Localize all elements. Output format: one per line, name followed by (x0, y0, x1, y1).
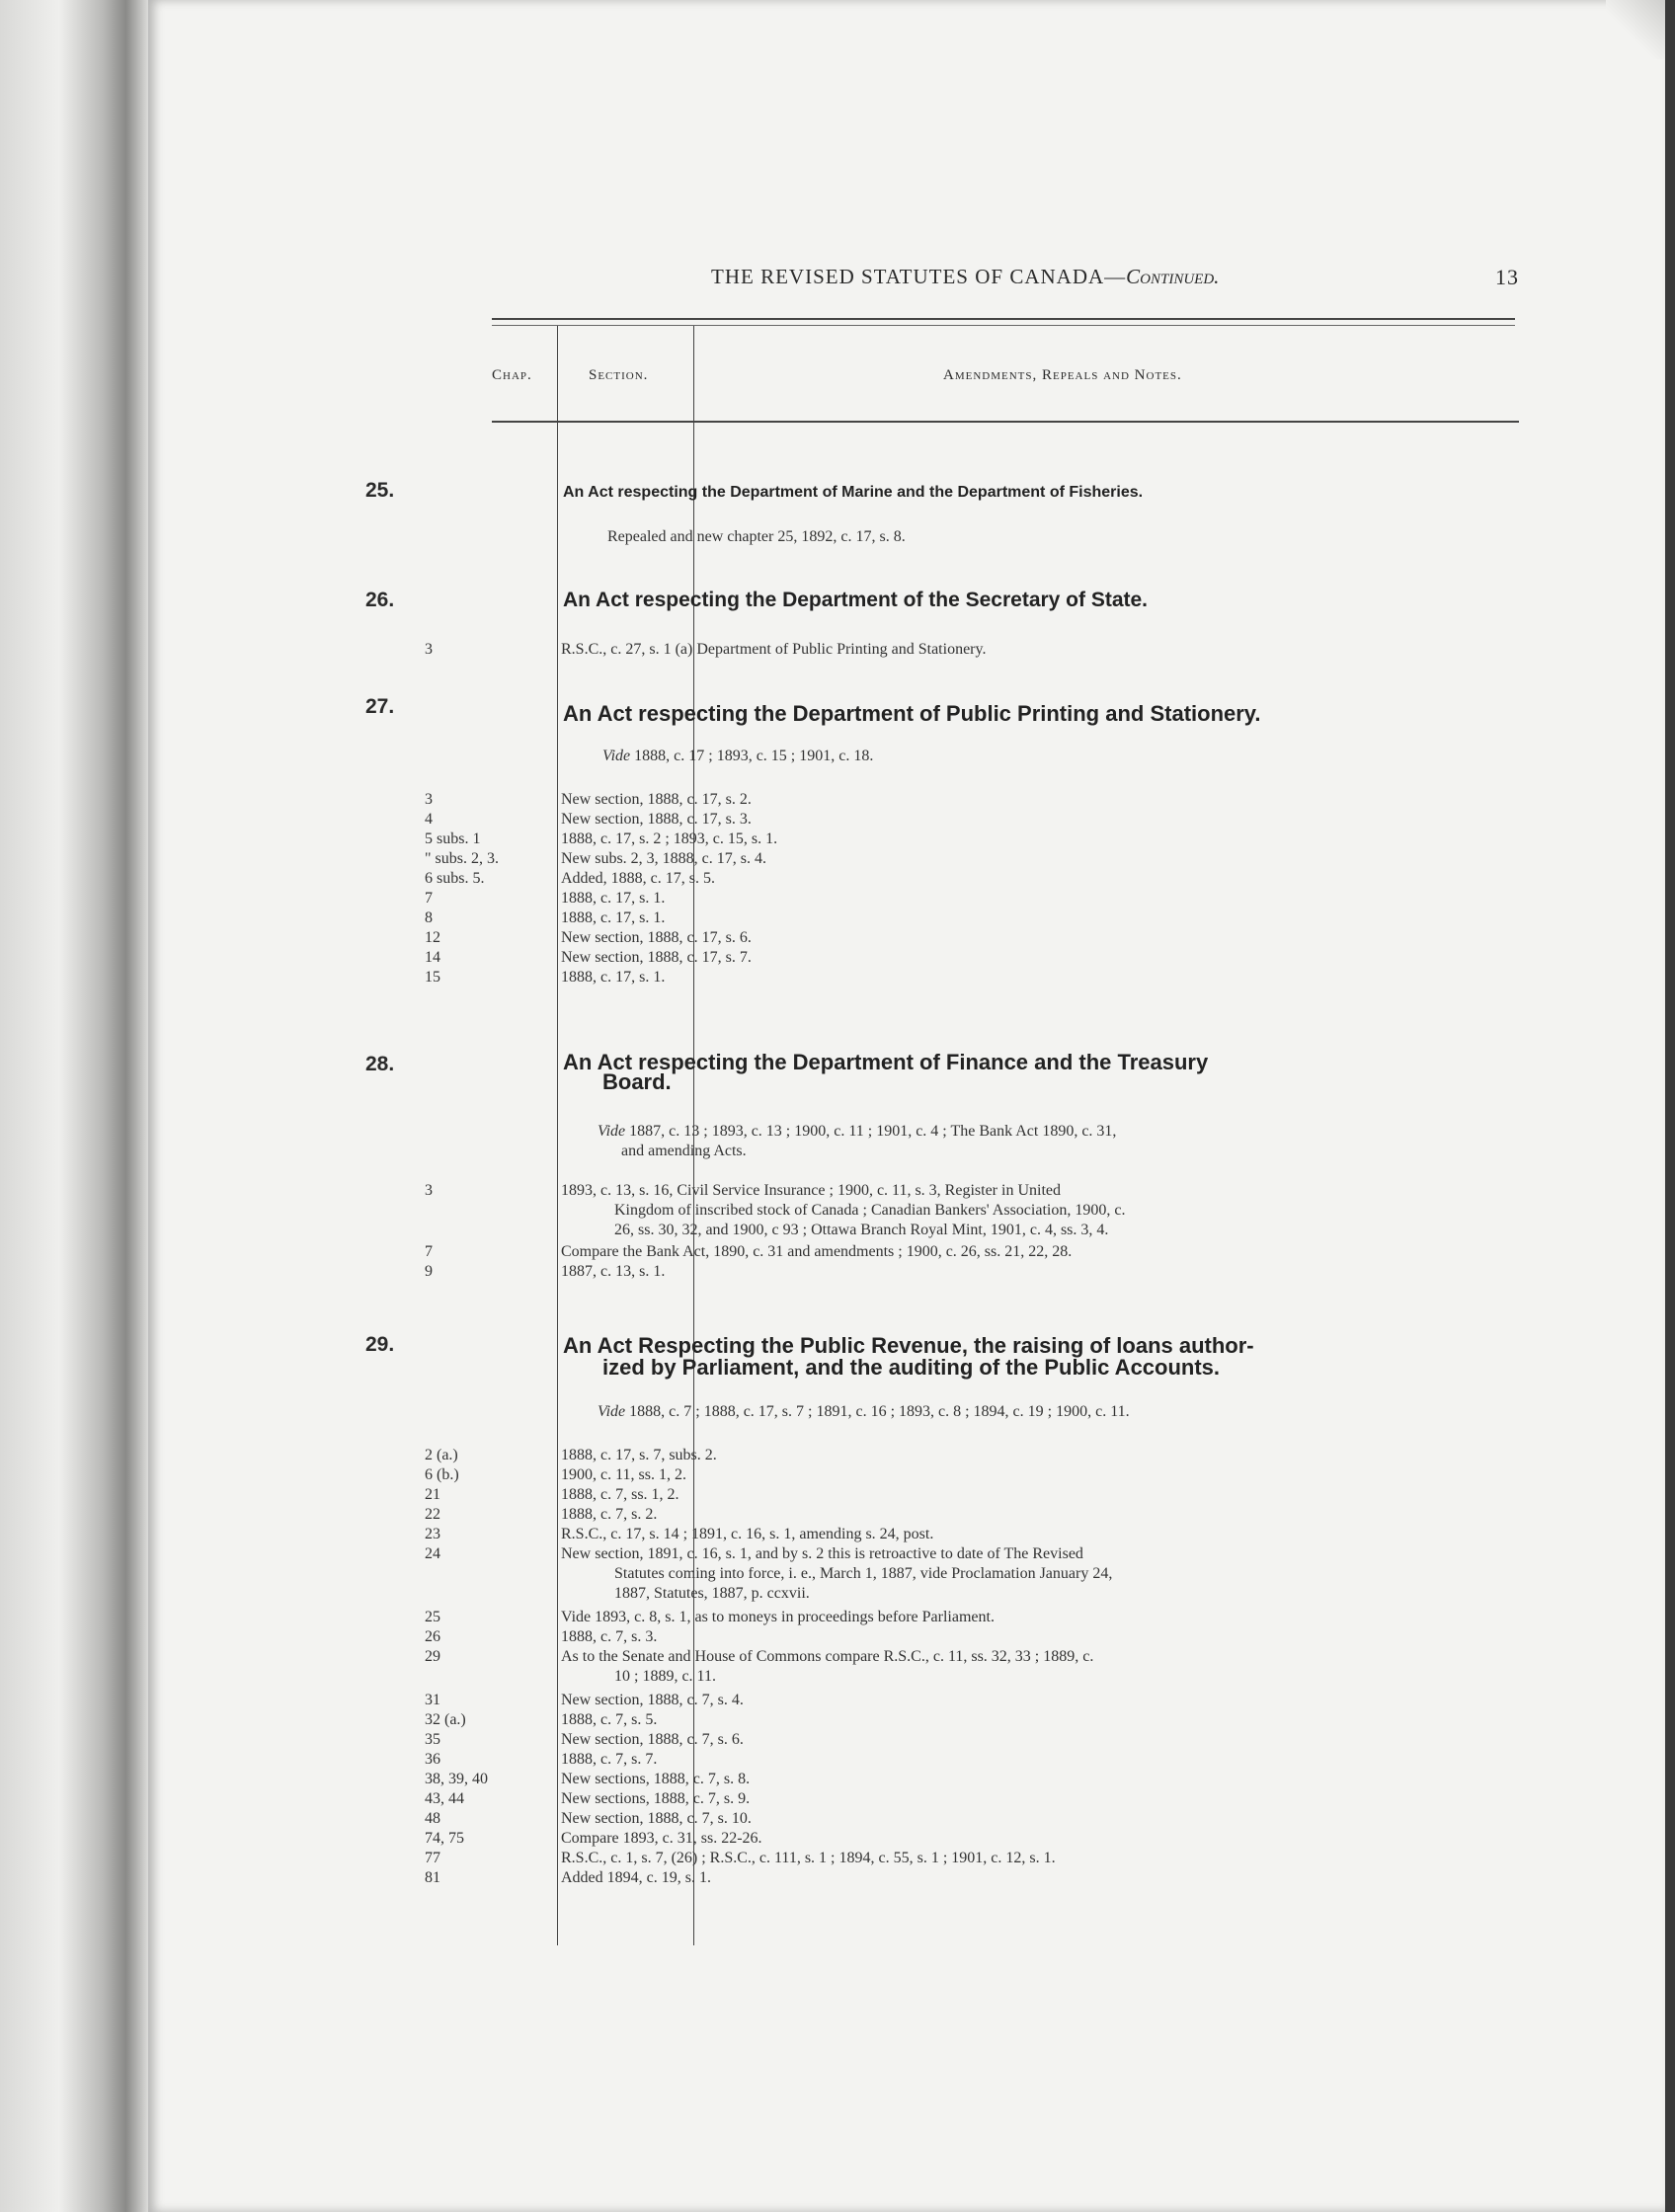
amendment-cell: New section, 1888, c. 17, s. 6. (561, 929, 752, 946)
amendment-cell: New sections, 1888, c. 7, s. 9. (561, 1790, 751, 1807)
amendment-cell: Added 1894, c. 19, s. 1. (561, 1869, 711, 1886)
amendment-cell: 1888, c. 17, s. 2 ; 1893, c. 15, s. 1. (561, 830, 778, 847)
section-cell: 77 (425, 1850, 440, 1866)
section-cell: 48 (425, 1810, 440, 1827)
column-header-notes: Amendments, Repeals and Notes. (943, 367, 1182, 383)
amendment-cell: New subs. 2, 3, 1888, c. 17, s. 4. (561, 850, 766, 867)
section-cell: 21 (425, 1486, 440, 1503)
amendment-cell: Added, 1888, c. 17, s. 5. (561, 870, 715, 887)
section-cell: 4 (425, 811, 433, 828)
amendment-cell: 1888, c. 17, s. 1. (561, 969, 666, 986)
amendment-cell: 1900, c. 11, ss. 1, 2. (561, 1466, 686, 1483)
chapter-number: 29. (365, 1333, 395, 1356)
amendment-cell: R.S.C., c. 27, s. 1 (a) Department of Public Printing and Stationery. (561, 641, 987, 658)
section-cell: 5 subs. 1 (425, 830, 481, 847)
chapter-number: 25. (365, 479, 395, 502)
section-cell: 26 (425, 1628, 440, 1645)
amendment-cell: 1888, c. 7, s. 5. (561, 1711, 658, 1728)
section-cell: 43, 44 (425, 1790, 464, 1807)
chapter-note: Vide 1888, c. 17 ; 1893, c. 15 ; 1901, c. 18. (602, 748, 874, 764)
section-cell: 12 (425, 929, 440, 946)
amendment-cell: New sections, 1888, c. 7, s. 8. (561, 1771, 751, 1787)
section-cell: 25 (425, 1609, 440, 1625)
amendment-cell: New section, 1888, c. 7, s. 6. (561, 1731, 744, 1748)
section-cell: 6 (b.) (425, 1466, 459, 1483)
chapter-note: Repealed and new chapter 25, 1892, c. 17, s. 8. (607, 528, 906, 545)
section-cell: 8 (425, 909, 433, 926)
section-cell: 7 (425, 1243, 433, 1260)
running-title: THE REVISED STATUTES OF CANADA—Continued. (711, 265, 1220, 288)
section-cell: 23 (425, 1526, 440, 1542)
amendment-cell: R.S.C., c. 1, s. 7, (26) ; R.S.C., c. 111, s. 1 ; 1894, c. 55, s. 1 ; 1901, c. 12, s. 1. (561, 1850, 1056, 1866)
section-cell: 38, 39, 40 (425, 1771, 488, 1787)
chapter-number: 28. (365, 1053, 395, 1075)
amendment-cell: 1888, c. 17, s. 7, subs. 2. (561, 1447, 717, 1463)
section-cell: 6 subs. 5. (425, 870, 485, 887)
section-cell: 29 (425, 1648, 440, 1665)
section-cell: 81 (425, 1869, 440, 1886)
section-cell: 2 (a.) (425, 1447, 458, 1463)
amendment-cell: New section, 1891, c. 16, s. 1, and by s. 2 this is retroactive to date of The Revised Statutes coming into force, i. e., March 1, 1887, vide Proclamation January 24, 1887, Statutes, 1887, p. ccxvii. (561, 1545, 1113, 1602)
act-title: An Act Respecting the Public Revenue, the raising of loans author- ized by Parliament, and the auditing of the Public Accounts. (563, 1333, 1254, 1380)
act-title: An Act respecting the Department of Finance and the Treasury Board. (563, 1050, 1209, 1094)
amendment-cell: New section, 1888, c. 7, s. 10. (561, 1810, 752, 1827)
act-title: An Act respecting the Department of Public Printing and Stationery. (563, 701, 1261, 726)
amendment-cell: Compare 1893, c. 31, ss. 22-26. (561, 1830, 762, 1847)
section-cell: 7 (425, 890, 433, 907)
amendment-cell: 1888, c. 17, s. 1. (561, 890, 666, 907)
amendment-cell: New section, 1888, c. 17, s. 2. (561, 791, 752, 808)
amendment-cell: New section, 1888, c. 17, s. 7. (561, 949, 752, 966)
amendment-cell: New section, 1888, c. 17, s. 3. (561, 811, 752, 828)
amendment-cell: 1888, c. 17, s. 1. (561, 909, 666, 926)
chapter-number: 27. (365, 695, 395, 718)
section-cell: 15 (425, 969, 440, 986)
section-cell: 3 (425, 641, 433, 658)
amendment-cell: Vide 1893, c. 8, s. 1, as to moneys in proceedings before Parliament. (561, 1609, 995, 1625)
amendment-cell: 1888, c. 7, s. 7. (561, 1751, 658, 1768)
amendment-cell: 1888, c. 7, ss. 1, 2. (561, 1486, 679, 1503)
amendment-cell: 1887, c. 13, s. 1. (561, 1263, 666, 1280)
section-cell: 24 (425, 1545, 440, 1562)
act-title: An Act respecting the Department of the Secretary of State. (563, 589, 1149, 611)
section-cell: 36 (425, 1751, 440, 1768)
section-cell: 35 (425, 1731, 440, 1748)
section-cell: 3 (425, 1182, 433, 1199)
act-title: An Act respecting the Department of Marine and the Department of Fisheries. (563, 484, 1144, 501)
section-cell: 31 (425, 1692, 440, 1708)
amendment-cell: As to the Senate and House of Commons compare R.S.C., c. 11, ss. 32, 33 ; 1889, c. 10 ; 1889, c. 11. (561, 1648, 1094, 1685)
section-cell: " subs. 2, 3. (425, 850, 499, 867)
section-cell: 22 (425, 1506, 440, 1523)
column-header-chap: Chap. (492, 367, 532, 383)
column-header-section: Section. (589, 367, 649, 383)
chapter-number: 26. (365, 589, 395, 611)
section-cell: 9 (425, 1263, 433, 1280)
table-body (148, 0, 1665, 2212)
scan-binding-edge (0, 0, 148, 2212)
section-cell: 14 (425, 949, 440, 966)
section-cell: 3 (425, 791, 433, 808)
amendment-cell: New section, 1888, c. 7, s. 4. (561, 1692, 744, 1708)
page-number: 13 (1495, 265, 1519, 289)
section-cell: 32 (a.) (425, 1711, 466, 1728)
amendment-cell: 1888, c. 7, s. 2. (561, 1506, 658, 1523)
amendment-cell: R.S.C., c. 17, s. 14 ; 1891, c. 16, s. 1, amending s. 24, post. (561, 1526, 934, 1542)
amendment-cell: 1888, c. 7, s. 3. (561, 1628, 658, 1645)
chapter-note: Vide 1887, c. 13 ; 1893, c. 13 ; 1900, c. 11 ; 1901, c. 4 ; The Bank Act 1890, c. 31, and amending Acts. (598, 1123, 1117, 1159)
amendment-cell: Compare the Bank Act, 1890, c. 31 and amendments ; 1900, c. 26, ss. 21, 22, 28. (561, 1243, 1073, 1260)
section-cell: 74, 75 (425, 1830, 464, 1847)
document-page (148, 0, 1665, 2212)
chapter-note: Vide 1888, c. 7 ; 1888, c. 17, s. 7 ; 1891, c. 16 ; 1893, c. 8 ; 1894, c. 19 ; 1900, c. 11. (598, 1403, 1130, 1420)
amendment-cell: 1893, c. 13, s. 16, Civil Service Insurance ; 1900, c. 11, s. 3, Register in United Kingdom of inscribed stock of Canada ; Canadian Bankers' Association, 1900, c. 26, ss. 30, 32, and 1900, c 93 ; Ottawa Branch Royal Mint, 1901, c. 4, ss. 3, 4. (561, 1182, 1126, 1238)
